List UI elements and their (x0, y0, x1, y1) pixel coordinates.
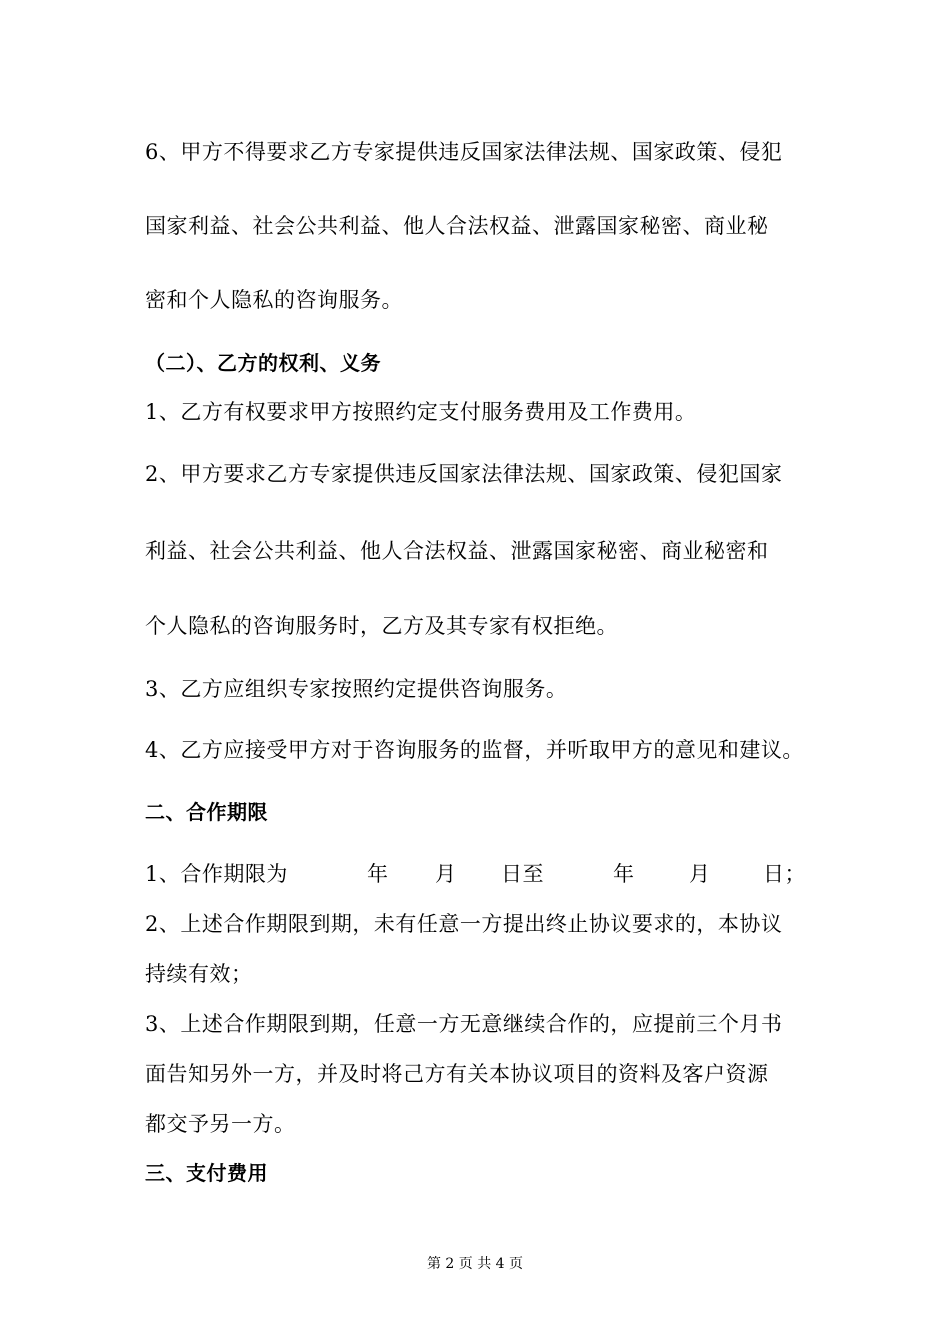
paragraph-line: 4、乙方应接受甲方对于咨询服务的监督，并听取甲方的意见和建议。 (145, 738, 804, 762)
page-footer: 第 2 页 共 4 页 (426, 1256, 524, 1272)
paragraph-line: 3、上述合作期限到期，任意一方无意继续合作的，应提前三个月书 (145, 1012, 783, 1036)
paragraph-line: 1、乙方有权要求甲方按照约定支付服务费用及工作费用。 (145, 400, 697, 424)
paragraph-line: 密和个人隐私的咨询服务。 (145, 288, 403, 312)
term-start-day: 日至 (501, 862, 544, 886)
paragraph-line: 6、甲方不得要求乙方专家提供违反国家法律法规、国家政策、侵犯 (145, 140, 783, 164)
term-end-month: 月 (689, 862, 711, 886)
paragraph-line: 2、上述合作期限到期，未有任意一方提出终止协议要求的，本协议 (145, 912, 783, 936)
section-heading: 三、支付费用 (145, 1161, 268, 1185)
paragraph-line: 面告知另外一方，并及时将己方有关本协议项目的资料及客户资源 (145, 1062, 769, 1086)
paragraph-line: 利益、社会公共利益、他人合法权益、泄露国家秘密、商业秘密和 (145, 539, 769, 563)
term-start-month: 月 (435, 862, 457, 886)
paragraph-line: 国家利益、社会公共利益、他人合法权益、泄露国家秘密、商业秘 (145, 214, 769, 238)
term-date-prefix: 1、合作期限为 (145, 862, 288, 886)
section-heading: 二、合作期限 (145, 800, 268, 824)
paragraph-line: 持续有效； (145, 962, 253, 986)
term-date-line (145, 859, 805, 889)
section-subheading: （二）、乙方的权利、义务 (145, 351, 381, 375)
term-end-year: 年 (613, 862, 635, 886)
paragraph-line: 个人隐私的咨询服务时，乙方及其专家有权拒绝。 (145, 614, 618, 638)
term-start-year: 年 (367, 862, 389, 886)
paragraph-line: 都交予另一方。 (145, 1112, 296, 1136)
paragraph-line: 3、乙方应组织专家按照约定提供咨询服务。 (145, 677, 568, 701)
term-end-day: 日； (763, 862, 806, 886)
paragraph-line: 2、甲方要求乙方专家提供违反国家法律法规、国家政策、侵犯国家 (145, 462, 783, 486)
